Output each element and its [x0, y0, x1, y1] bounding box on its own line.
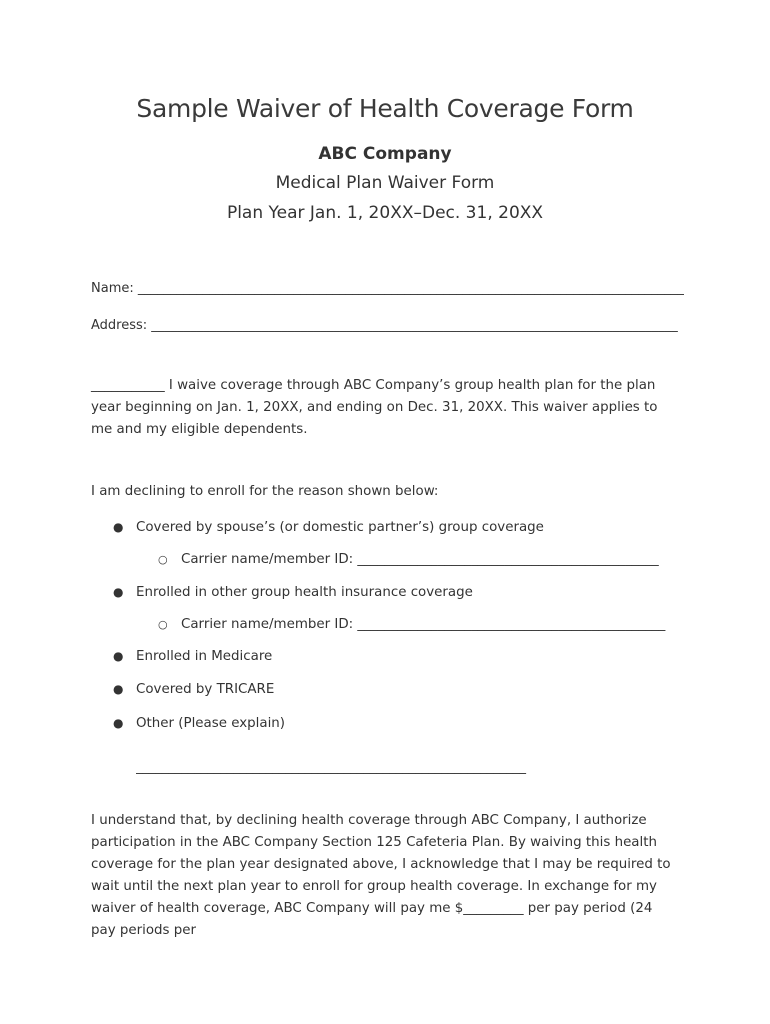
reason-label: Covered by TRICARE — [136, 682, 275, 697]
reason-other-group — [113, 585, 693, 600]
reason-label: Covered by spouse’s (or domestic partner’s) group coverage — [136, 520, 544, 535]
circle-bullet-icon: ○ — [158, 553, 168, 566]
reason-other — [113, 716, 693, 731]
other-explanation-field[interactable]: ____________________________________________________________ — [136, 760, 526, 775]
carrier-line-other-group — [158, 617, 698, 632]
reason-label: Other (Please explain) — [136, 716, 285, 731]
reason-spouse-coverage — [113, 520, 693, 535]
reason-tricare — [113, 682, 693, 697]
bullet-icon: ● — [113, 682, 124, 696]
waiver-statement: ___________ I waive coverage through ABC Company’s group health plan for the plan year beginning on Jan. 1, 20XX, and ending on Dec. 31, 20XX. This waiver applies to me and my eligible dependents. — [91, 378, 658, 437]
bullet-icon: ● — [113, 649, 124, 663]
carrier-field[interactable]: Carrier name/member ID: ______________________________________________ — [181, 617, 666, 632]
reason-medicare — [113, 649, 693, 664]
bullet-icon: ● — [113, 716, 124, 730]
understanding-paragraph: I understand that, by declining health coverage through ABC Company, I authorize participation in the ABC Company Section 125 Cafeteria Plan. By waiving this health coverage for the plan year designated above, I acknowledge that I may be required to wait until the next plan year to enroll for group health coverage. In exchange for my waiver of health coverage, ABC Company will pay me $_________ per pay period (24 pay periods per — [91, 813, 671, 938]
company-name: ABC Company — [318, 144, 452, 164]
name-field[interactable]: Name: ____________________________________________________________________________________ — [91, 281, 684, 296]
plan-year: Plan Year Jan. 1, 20XX–Dec. 31, 20XX — [226, 203, 544, 223]
carrier-line-spouse — [158, 552, 698, 567]
address-field[interactable]: Address: _________________________________________________________________________________ — [91, 318, 678, 333]
carrier-field[interactable]: Carrier name/member ID: _____________________________________________ — [181, 552, 659, 567]
bullet-icon: ● — [113, 585, 124, 599]
circle-bullet-icon: ○ — [158, 618, 168, 631]
document-title: Sample Waiver of Health Coverage Form — [136, 94, 634, 123]
bullet-icon: ● — [113, 520, 124, 534]
reason-label: Enrolled in Medicare — [136, 649, 273, 664]
declining-intro: I am declining to enroll for the reason shown below: — [91, 484, 439, 499]
form-name: Medical Plan Waiver Form — [275, 173, 495, 193]
reason-label: Enrolled in other group health insurance coverage — [136, 585, 473, 600]
